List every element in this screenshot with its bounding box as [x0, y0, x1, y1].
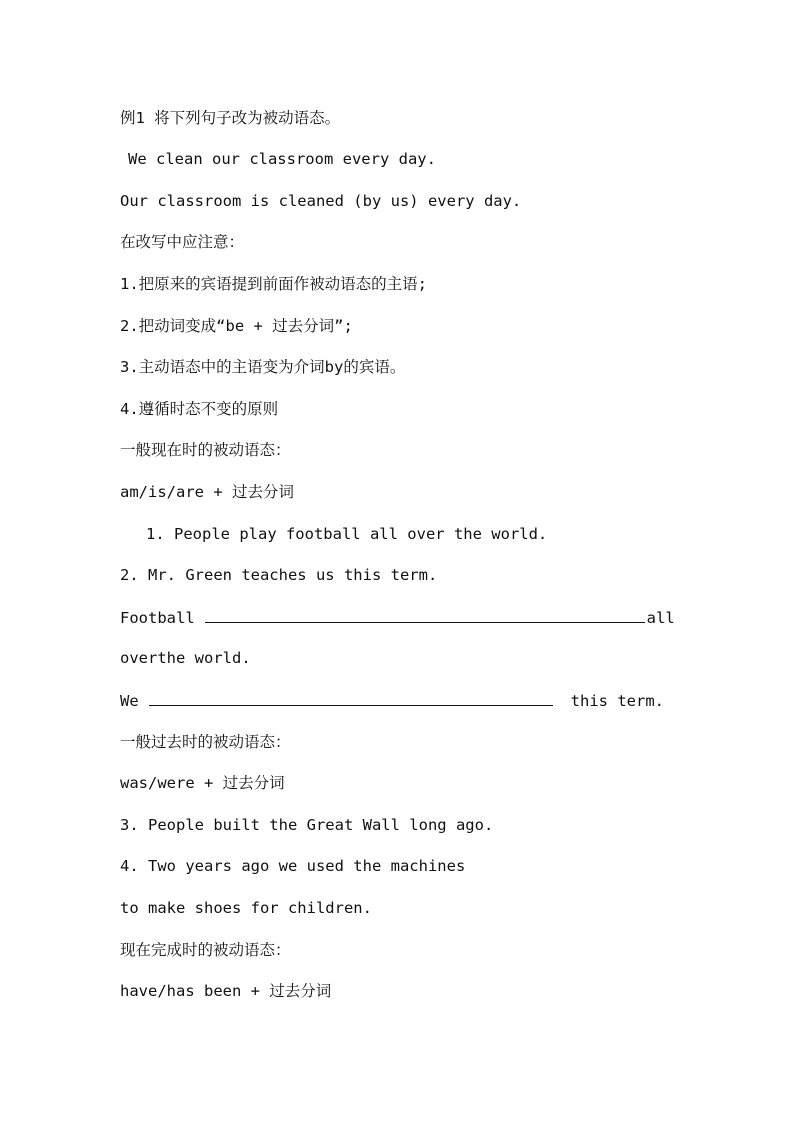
note-4: 4.遵循时态不变的原则 [120, 400, 279, 418]
example-heading: 例1 将下列句子改为被动语态。 [120, 109, 341, 127]
exercise-4-continued: to make shoes for children. [120, 899, 372, 917]
answer-line-1 [120, 607, 675, 628]
exercise-3: 3. People built the Great Wall long ago. [120, 816, 494, 834]
present-formula: am/is/are + 过去分词 [120, 483, 294, 501]
exercise-2: 2. Mr. Green teaches us this term. [120, 566, 438, 584]
passive-sentence: Our classroom is cleaned (by us) every day. [120, 192, 522, 210]
answer-1-start: Football [120, 609, 195, 627]
exercise-4: 4. Two years ago we used the machines [120, 857, 466, 875]
answer-2-start: We [120, 692, 139, 710]
note-2: 2.把动词变成“be + 过去分词”; [120, 317, 353, 335]
answer-line-1-continued: overthe world. [120, 649, 251, 667]
answer-line-2 [120, 690, 664, 711]
past-formula: was/were + 过去分词 [120, 774, 285, 792]
perfect-formula: have/has been + 过去分词 [120, 982, 332, 1000]
answer-2-end: this term. [570, 692, 664, 710]
section-past-heading: 一般过去时的被动语态： [120, 733, 291, 751]
notes-heading: 在改写中应注意： [120, 233, 245, 251]
note-3: 3.主动语态中的主语变为介词by的宾语。 [120, 358, 406, 376]
active-sentence: We clean our classroom every day. [128, 150, 436, 168]
section-perfect-heading: 现在完成时的被动语态： [120, 941, 291, 959]
answer-1-end: all [646, 609, 675, 627]
section-present-heading: 一般现在时的被动语态： [120, 441, 291, 459]
answer-2-blank[interactable] [149, 690, 553, 706]
note-1: 1.把原来的宾语提到前面作被动语态的主语; [120, 275, 427, 293]
answer-1-blank[interactable] [205, 607, 645, 623]
exercise-1: 1. People play football all over the world. [146, 525, 548, 543]
